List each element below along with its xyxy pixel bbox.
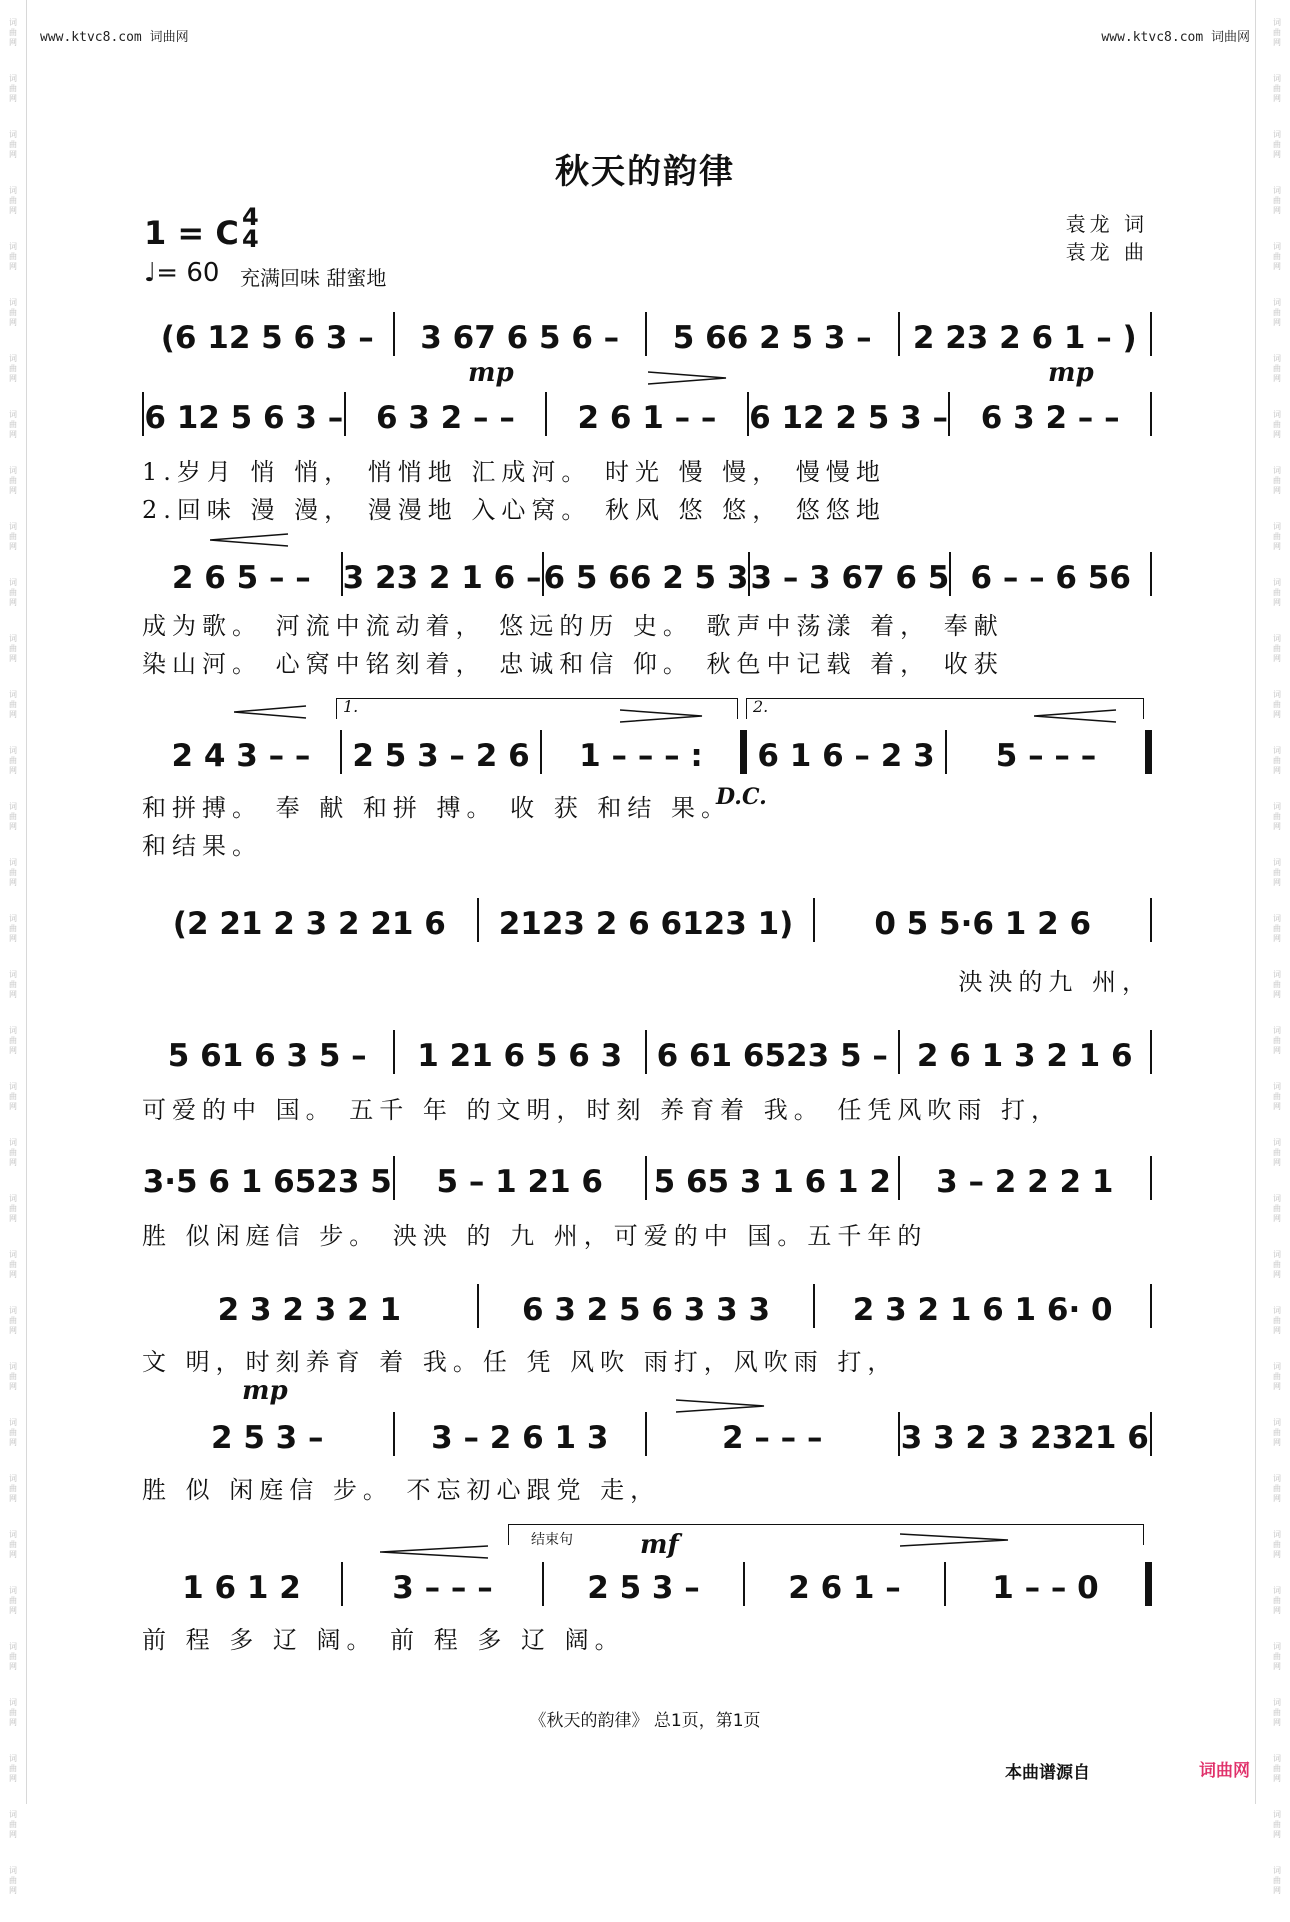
watermark-text: 词 曲 网 — [1273, 914, 1281, 943]
dynamic-mf: mf — [640, 1530, 679, 1560]
watermark-text: 词 曲 网 — [9, 1866, 17, 1895]
watermark-text: 词 曲 网 — [9, 1194, 17, 1223]
watermark-text: 词 曲 网 — [1273, 242, 1281, 271]
dynamic-mp: mp — [242, 1376, 288, 1406]
watermark-text: 词 曲 网 — [9, 410, 17, 439]
ending-label: 结束句 — [531, 1532, 573, 1548]
measure: 2 6 1 – — [788, 1570, 901, 1606]
measure: 5 – 1 21 6 — [436, 1164, 604, 1200]
barline — [1150, 1030, 1152, 1074]
watermark-text: 词 曲 网 — [1273, 466, 1281, 495]
measure: 3 3 2 3 2321 6 — [900, 1420, 1149, 1456]
measure: 2 6 5 – – — [171, 560, 311, 596]
watermark-text: 词 曲 网 — [9, 1250, 17, 1279]
lyricist-credit: 袁龙 词 — [1065, 212, 1148, 236]
watermark-text: 词 曲 网 — [9, 970, 17, 999]
score-row-8 — [142, 1284, 1152, 1328]
watermark-text: 词 曲 网 — [9, 1754, 17, 1783]
lyric-line — [142, 1342, 1152, 1377]
lyric-line — [142, 826, 1152, 861]
watermark-text: 词 曲 网 — [9, 522, 17, 551]
da-capo-mark: D.C. — [716, 784, 767, 810]
lyric-text: 可爱的中 国。 五千 年 的文明，时刻 养育着 我。 任凭风吹雨 打， — [142, 1096, 1062, 1124]
measure: 2 5 3 – — [210, 1420, 324, 1456]
final-barline — [1145, 730, 1152, 774]
measure: 6 61 6523 5 – — [656, 1038, 888, 1074]
watermark-text: 词 曲 网 — [9, 1642, 17, 1671]
site-url-right[interactable]: www.ktvc8.com 词曲网 — [1101, 30, 1250, 45]
dynamic-mp: mp — [1048, 358, 1094, 388]
lyric-line — [142, 1090, 1152, 1125]
barline — [1150, 898, 1152, 942]
source-label: 本曲谱源自 — [1005, 1763, 1090, 1783]
ending-bracket — [508, 1524, 1144, 1548]
measure: 6 1 6 – 2 3 — [757, 738, 935, 774]
score-row-2 — [142, 392, 1152, 436]
watermark-text: 词 曲 网 — [1273, 802, 1281, 831]
volta-1-label: 1. — [343, 697, 359, 716]
measure: 3 – 2 6 1 3 — [431, 1420, 609, 1456]
barline — [1150, 392, 1152, 436]
watermark-text: 词 曲 网 — [9, 1306, 17, 1335]
watermark-text: 词 曲 网 — [9, 18, 17, 47]
barline — [1150, 1284, 1152, 1328]
volta-2-label: 2. — [753, 697, 769, 716]
watermark-text: 词 曲 网 — [1273, 298, 1281, 327]
watermark-text: 词 曲 网 — [9, 354, 17, 383]
tempo-mark: ♩= 60 — [144, 258, 220, 288]
lyric-text: 胜 似闲庭信 步。 泱泱 的 九 州，可爱的中 国。五千年的 — [142, 1222, 928, 1250]
lyric-line — [142, 452, 1152, 487]
measure: 2 5 3 – — [587, 1570, 700, 1606]
measure: 1 – – – : — [579, 738, 703, 774]
measure: 2123 2 6 6123 1) — [498, 906, 794, 942]
lyric-line — [142, 644, 1152, 679]
measure: 1 21 6 5 6 3 — [417, 1038, 623, 1074]
watermark-text: 词 曲 网 — [1273, 578, 1281, 607]
score-row-10 — [142, 1562, 1152, 1606]
watermark-text: 词 曲 网 — [9, 634, 17, 663]
watermark-text: 词 曲 网 — [9, 74, 17, 103]
lyric-text: 1.岁月 悄 悄， 悄悄地 汇成河。 时光 慢 慢， 慢慢地 — [142, 458, 886, 486]
watermark-text: 词 曲 网 — [1273, 410, 1281, 439]
lyric-text: 前 程 多 辽 阔。 前 程 多 辽 阔。 — [142, 1626, 625, 1654]
measure: 3 23 2 1 6 – — [342, 560, 542, 596]
measure: (2 21 2 3 2 21 6 — [172, 906, 446, 942]
measure: 1 6 1 2 — [182, 1570, 301, 1606]
score-row-6 — [142, 1030, 1152, 1074]
lyric-line — [142, 1470, 1152, 1505]
watermark-text: 词 曲 网 — [9, 130, 17, 159]
measure: 6 5 66 2 5 3 — [543, 560, 749, 596]
lyric-line — [142, 606, 1152, 641]
score-row-4 — [142, 730, 1152, 774]
watermark-text: 词 曲 网 — [1273, 690, 1281, 719]
watermark-text: 词 曲 网 — [9, 1026, 17, 1055]
watermark-text: 词 曲 网 — [1273, 130, 1281, 159]
watermark-text: 词 曲 网 — [9, 1586, 17, 1615]
measure: 2 6 1 – – — [577, 400, 717, 436]
measure: (6 12 5 6 3 – — [160, 320, 374, 356]
measure: 0 5 5·6 1 2 6 — [874, 906, 1092, 942]
measure: 5 65 3 1 6 1 2 — [653, 1164, 891, 1200]
composer-credit: 袁龙 曲 — [1065, 240, 1148, 264]
measure: 3 – 3 67 6 5 — [750, 560, 950, 596]
barline — [1150, 1412, 1152, 1456]
time-signature — [242, 203, 259, 253]
lyric-text: 2.回味 漫 漫， 漫漫地 入心窝。 秋风 悠 悠， 悠悠地 — [142, 496, 886, 524]
lyric-line — [142, 962, 1152, 997]
watermark-text: 词 曲 网 — [9, 914, 17, 943]
measure: 1 – – 0 — [992, 1570, 1099, 1606]
watermark-text: 词 曲 网 — [1273, 1530, 1281, 1559]
lyric-line — [142, 490, 1152, 525]
watermark-text: 词 曲 网 — [9, 466, 17, 495]
lyric-line — [142, 788, 1152, 823]
watermark-text: 词 曲 网 — [9, 1138, 17, 1167]
score-row-1 — [142, 312, 1152, 356]
watermark-text: 词 曲 网 — [1273, 1810, 1281, 1839]
watermark-text: 词 曲 网 — [9, 690, 17, 719]
measure: 6 12 2 5 3 – — [749, 400, 949, 436]
dynamic-mp: mp — [468, 358, 514, 388]
watermark-text: 词 曲 网 — [1273, 746, 1281, 775]
watermark-text: 词 曲 网 — [9, 1418, 17, 1447]
measure: 6 3 2 – – — [375, 400, 515, 436]
watermark-text: 词 曲 网 — [9, 1698, 17, 1727]
score-row-9 — [142, 1412, 1152, 1456]
watermark-text: 词 曲 网 — [1273, 354, 1281, 383]
measure: 2 23 2 6 1 – ) — [912, 320, 1137, 356]
lyric-text: 胜 似 闲庭信 步。 不忘初心跟党 走， — [142, 1476, 661, 1504]
watermark-text: 词 曲 网 — [1273, 1642, 1281, 1671]
watermark-text: 词 曲 网 — [9, 1474, 17, 1503]
measure: 6 12 5 6 3 – — [144, 400, 344, 436]
barline — [1150, 312, 1152, 356]
watermark-text: 词 曲 网 — [9, 186, 17, 215]
measure: 3 – 2 2 2 1 — [936, 1164, 1114, 1200]
watermark-text: 词 曲 网 — [9, 298, 17, 327]
song-title: 秋天的韵律 — [555, 152, 735, 192]
watermark-text: 词 曲 网 — [1273, 1194, 1281, 1223]
watermark-text: 词 曲 网 — [1273, 1474, 1281, 1503]
measure: 6 3 2 5 6 3 3 3 — [521, 1292, 771, 1328]
lyric-text: 和结果。 — [142, 832, 262, 860]
measure: 6 – – 6 56 — [970, 560, 1131, 596]
time-signature-bottom: 4 — [242, 225, 259, 253]
lyric-text: 泱泱的九 州， — [958, 968, 1152, 996]
measure: 2 – – – — [722, 1420, 823, 1456]
measure: 3 67 6 5 6 – — [420, 320, 620, 356]
measure: 3·5 6 1 6523 5 — [142, 1164, 392, 1200]
measure: 3 – – – — [392, 1570, 493, 1606]
watermark-text: 词 曲 网 — [9, 1530, 17, 1559]
watermark-text: 词 曲 网 — [1273, 18, 1281, 47]
watermark-text: 词 曲 网 — [1273, 1026, 1281, 1055]
watermark-text: 词 曲 网 — [9, 1362, 17, 1391]
measure: 5 61 6 3 5 – — [167, 1038, 367, 1074]
side-watermark-right — [1268, 18, 1286, 1922]
measure: 5 – – – — [995, 738, 1097, 774]
lyric-line — [142, 1620, 1152, 1655]
key-signature: 1 = C — [144, 214, 239, 252]
expression-text: 充满回味 甜蜜地 — [240, 266, 387, 290]
measure: 6 3 2 – – — [980, 400, 1120, 436]
watermark-text: 词 曲 网 — [1273, 1306, 1281, 1335]
barline — [1150, 1156, 1152, 1200]
score-row-7 — [142, 1156, 1152, 1200]
repeat-barline — [740, 730, 747, 774]
lyric-text: 成为歌。 河流中流动着， 悠远的历 史。 歌声中荡漾 着， 奉献 — [142, 612, 1004, 640]
lyric-text: 染山河。 心窝中铭刻着， 忠诚和信 仰。 秋色中记载 着， 收获 — [142, 650, 1004, 678]
barline — [1150, 552, 1152, 596]
watermark-text: 词 曲 网 — [1273, 74, 1281, 103]
site-url-left[interactable]: www.ktvc8.com 词曲网 — [40, 30, 189, 45]
measure: 2 3 2 1 6 1 6· 0 — [852, 1292, 1113, 1328]
watermark-text: 词 曲 网 — [1273, 1362, 1281, 1391]
watermark-text: 词 曲 网 — [9, 802, 17, 831]
lyric-text: 和拼搏。 奉 献 和拼 搏。 收 获 和结 果。 — [142, 794, 732, 822]
watermark-text: 词 曲 网 — [1273, 522, 1281, 551]
watermark-text: 词 曲 网 — [1273, 634, 1281, 663]
watermark-text: 词 曲 网 — [9, 242, 17, 271]
score-row-3 — [142, 552, 1152, 596]
watermark-text: 词 曲 网 — [9, 746, 17, 775]
watermark-text: 词 曲 网 — [1273, 1418, 1281, 1447]
watermark-text: 词 曲 网 — [1273, 1866, 1281, 1895]
watermark-text: 词 曲 网 — [9, 858, 17, 887]
watermark-text: 词 曲 网 — [1273, 1698, 1281, 1727]
measure: 2 6 1 3 2 1 6 — [916, 1038, 1133, 1074]
watermark-text: 词 曲 网 — [9, 578, 17, 607]
measure: 2 3 2 3 2 1 — [217, 1292, 402, 1328]
watermark-text: 词 曲 网 — [1273, 186, 1281, 215]
watermark-text: 词 曲 网 — [1273, 970, 1281, 999]
page-footer: 《秋天的韵律》 总1页，第1页 — [529, 1711, 761, 1731]
watermark-text: 词 曲 网 — [1273, 1138, 1281, 1167]
time-signature-top: 4 — [242, 203, 259, 231]
watermark-text: 词 曲 网 — [9, 1810, 17, 1839]
watermark-text: 词 曲 网 — [9, 1082, 17, 1111]
measure: 5 66 2 5 3 – — [672, 320, 872, 356]
watermark-text: 词 曲 网 — [1273, 1082, 1281, 1111]
watermark-text: 词 曲 网 — [1273, 1586, 1281, 1615]
source-site-logo[interactable]: 词曲网 — [1199, 1761, 1250, 1781]
watermark-text: 词 曲 网 — [1273, 858, 1281, 887]
side-watermark-left — [4, 18, 22, 1922]
measure: 2 5 3 – 2 6 — [352, 738, 530, 774]
lyric-line — [142, 1216, 1152, 1251]
watermark-text: 词 曲 网 — [1273, 1250, 1281, 1279]
score-row-5 — [142, 898, 1152, 942]
lyric-text: 文 明，时刻养育 着 我。任 凭 风吹 雨打，风吹雨 打， — [142, 1348, 898, 1376]
watermark-text: 词 曲 网 — [1273, 1754, 1281, 1783]
final-barline — [1145, 1562, 1152, 1606]
measure: 2 4 3 – – — [171, 738, 311, 774]
